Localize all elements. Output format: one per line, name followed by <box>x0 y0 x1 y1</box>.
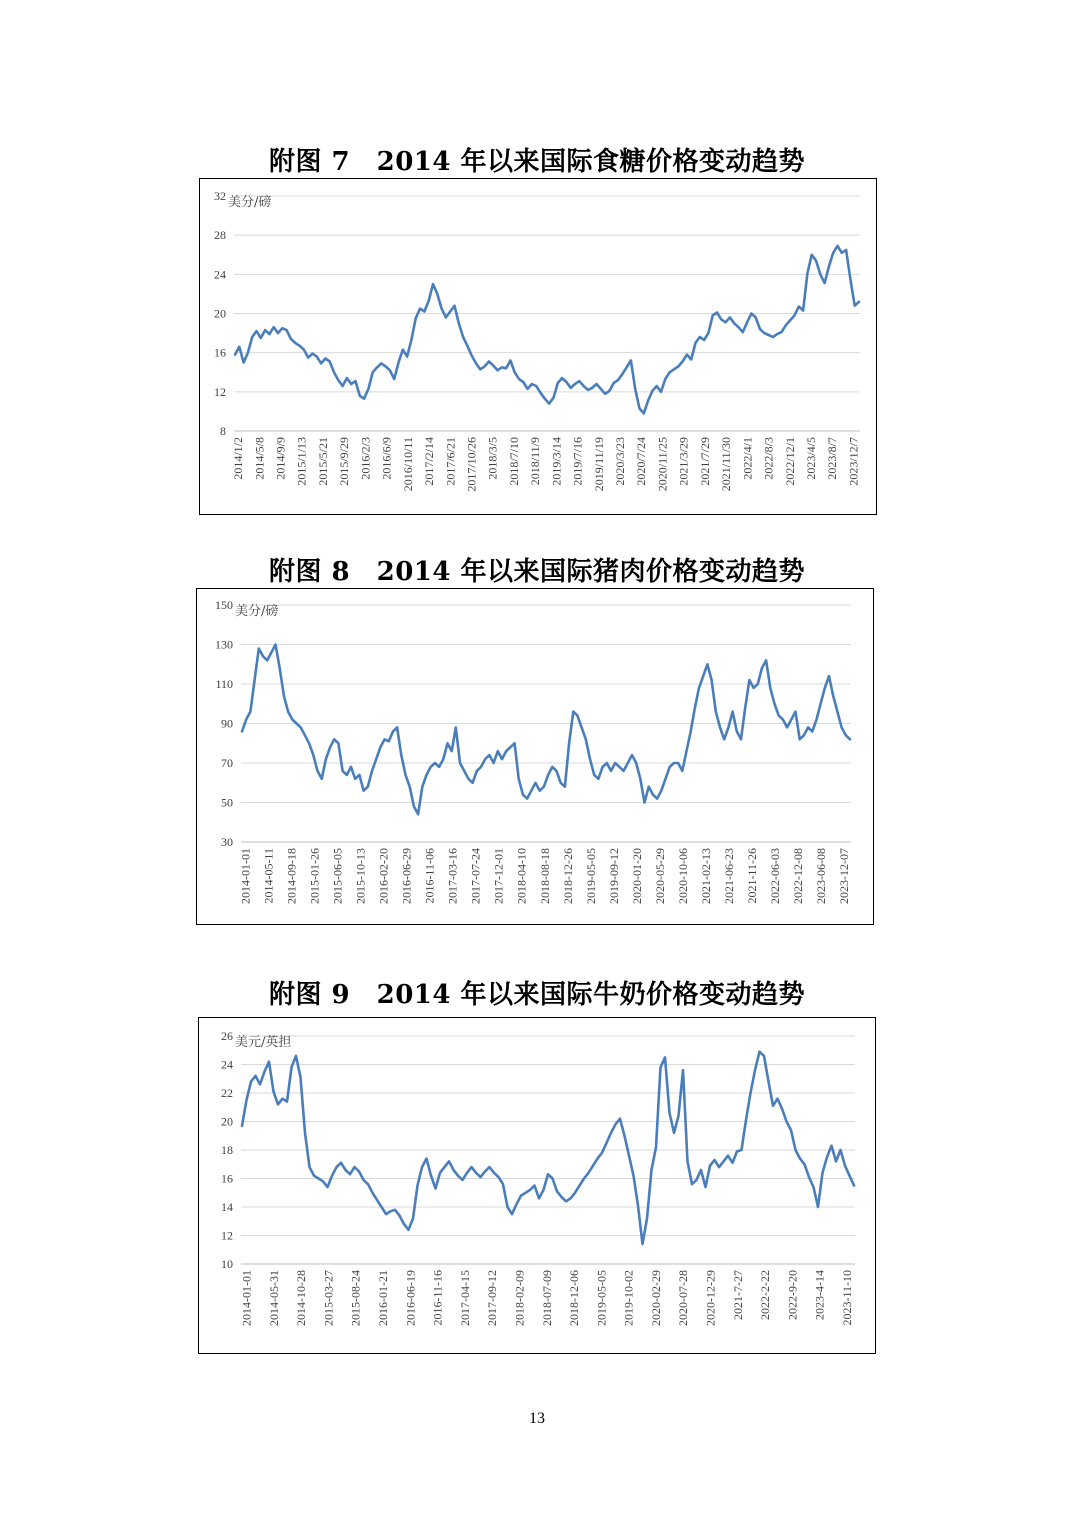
pork-chart-svg <box>197 589 875 926</box>
x-tick-label: 2017-03-16 <box>445 848 460 904</box>
x-tick-label: 2015/9/29 <box>337 437 352 486</box>
x-tick-label: 2022/4/1 <box>740 437 755 480</box>
x-tick-label: 2021-11-26 <box>744 848 759 904</box>
y-tick-label: 130 <box>215 637 233 652</box>
x-tick-label: 2020-07-28 <box>676 1270 691 1326</box>
y-tick-label: 70 <box>221 756 233 770</box>
figure-7-title: 附图 7 2014 年以来国际食糖价格变动趋势 <box>268 147 806 177</box>
series-line-牛奶 <box>242 1052 854 1244</box>
figure-9-title: 附图 9 2014 年以来国际牛奶价格变动趋势 <box>268 980 806 1010</box>
x-tick-label: 2018-02-09 <box>512 1270 527 1326</box>
y-tick-label: 10 <box>221 1257 233 1271</box>
x-tick-label: 2014/9/9 <box>273 437 288 480</box>
x-tick-label: 2018/11/9 <box>528 437 543 486</box>
y-tick-label: 20 <box>221 1114 233 1129</box>
x-tick-label: 2020/3/23 <box>613 437 628 486</box>
x-tick-label: 2017-12-01 <box>491 848 506 904</box>
x-tick-label: 2018/7/10 <box>506 437 521 486</box>
x-tick-label: 2017-09-12 <box>485 1270 500 1326</box>
y-tick-label: 16 <box>214 345 226 360</box>
y-tick-label: 26 <box>221 1029 233 1043</box>
x-tick-label: 2019/3/14 <box>549 437 564 486</box>
x-tick-label: 2015-06-05 <box>330 848 345 904</box>
x-tick-label: 2016-06-29 <box>399 848 414 904</box>
x-tick-label: 2015-08-24 <box>348 1270 363 1326</box>
y-tick-label: 28 <box>214 228 226 243</box>
x-tick-label: 2016-01-21 <box>376 1270 391 1326</box>
x-tick-label: 2015-01-26 <box>307 848 322 904</box>
milk-chart-svg <box>199 1018 877 1355</box>
x-tick-label: 2023/8/7 <box>825 437 840 480</box>
milk-chart <box>198 1017 876 1354</box>
x-tick-label: 2019-09-12 <box>606 848 621 904</box>
series-line-食糖 <box>235 246 859 414</box>
x-tick-label: 2022-9-20 <box>785 1270 800 1320</box>
sugar-chart <box>199 178 877 515</box>
x-tick-label: 2020/11/25 <box>655 437 670 492</box>
x-tick-label: 2017/10/26 <box>464 437 479 492</box>
x-tick-label: 2014-05-11 <box>261 848 276 904</box>
x-tick-label: 2021/7/29 <box>697 437 712 486</box>
x-tick-label: 2018-07-09 <box>539 1270 554 1326</box>
x-tick-label: 2018/3/5 <box>485 437 500 480</box>
x-tick-label: 2014/5/8 <box>252 437 267 480</box>
y-tick-label: 24 <box>214 267 226 282</box>
x-tick-label: 2021-06-23 <box>721 848 736 904</box>
figure-8-title: 附图 8 2014 年以来国际猪肉价格变动趋势 <box>268 557 806 587</box>
x-tick-label: 2023/12/7 <box>846 437 861 486</box>
x-tick-label: 2021/11/30 <box>719 437 734 492</box>
x-tick-label: 2015/5/21 <box>315 437 330 486</box>
x-tick-label: 2019-05-05 <box>583 848 598 904</box>
x-tick-label: 2019/7/16 <box>570 437 585 486</box>
x-tick-label: 2017-04-15 <box>457 1270 472 1326</box>
x-tick-label: 2023/4/5 <box>804 437 819 480</box>
y-axis-unit-label: 美元/英担 <box>235 1035 292 1050</box>
x-tick-label: 2022-12-08 <box>790 848 805 904</box>
y-tick-label: 50 <box>221 795 233 810</box>
x-tick-label: 2019/11/19 <box>591 437 606 492</box>
y-tick-label: 20 <box>214 306 226 321</box>
x-tick-label: 2014/1/2 <box>231 437 246 480</box>
x-tick-label: 2018-12-06 <box>567 1270 582 1326</box>
y-tick-label: 90 <box>221 716 233 731</box>
x-tick-label: 2015/1/13 <box>294 437 309 486</box>
x-tick-label: 2016-11-16 <box>430 1270 445 1326</box>
x-tick-label: 2022-2-22 <box>758 1270 773 1320</box>
y-tick-label: 110 <box>215 677 233 691</box>
y-tick-label: 12 <box>221 1228 233 1243</box>
y-tick-label: 18 <box>221 1143 233 1157</box>
x-tick-label: 2020-12-29 <box>703 1270 718 1326</box>
x-tick-label: 2018-04-10 <box>514 848 529 904</box>
x-tick-label: 2020-02-29 <box>648 1270 663 1326</box>
x-tick-label: 2023-06-08 <box>813 848 828 904</box>
x-tick-label: 2019-10-02 <box>621 1270 636 1326</box>
x-tick-label: 2021-02-13 <box>698 848 713 904</box>
x-tick-label: 2017-07-24 <box>468 848 483 904</box>
x-tick-label: 2015-10-13 <box>353 848 368 904</box>
x-tick-label: 2018-12-26 <box>560 848 575 904</box>
x-tick-label: 2014-09-18 <box>284 848 299 904</box>
x-tick-label: 2018-08-18 <box>537 848 552 904</box>
x-tick-label: 2017/6/21 <box>443 437 458 486</box>
x-tick-label: 2022-06-03 <box>767 848 782 904</box>
x-tick-label: 2016-06-19 <box>403 1270 418 1326</box>
x-tick-label: 2020-01-20 <box>629 848 644 904</box>
x-tick-label: 2022/12/1 <box>782 437 797 486</box>
x-tick-label: 2016/6/9 <box>379 437 394 480</box>
x-tick-label: 2016-11-06 <box>422 848 437 904</box>
sugar-chart-svg <box>200 179 878 516</box>
x-tick-label: 2016/2/3 <box>358 437 373 480</box>
y-tick-label: 16 <box>221 1171 233 1186</box>
x-tick-label: 2020/7/24 <box>634 437 649 486</box>
page-number: 13 <box>529 1410 545 1427</box>
y-tick-label: 24 <box>221 1057 233 1072</box>
series-line-猪肉 <box>242 645 850 815</box>
x-tick-label: 2022/8/3 <box>761 437 776 480</box>
x-tick-label: 2017/2/14 <box>422 437 437 486</box>
x-tick-label: 2014-10-28 <box>294 1270 309 1326</box>
x-tick-label: 2019-05-05 <box>594 1270 609 1326</box>
y-tick-label: 30 <box>221 835 233 849</box>
y-tick-label: 22 <box>221 1086 233 1100</box>
x-tick-label: 2021-7-27 <box>730 1270 745 1320</box>
x-tick-label: 2023-11-10 <box>839 1270 854 1326</box>
y-tick-label: 12 <box>214 384 226 399</box>
pork-chart <box>196 588 874 925</box>
y-tick-label: 8 <box>220 424 226 438</box>
x-tick-label: 2020-10-06 <box>675 848 690 904</box>
x-tick-label: 2016/10/11 <box>400 437 415 492</box>
y-tick-label: 150 <box>215 598 233 612</box>
x-tick-label: 2014-05-31 <box>266 1270 281 1326</box>
x-tick-label: 2016-02-20 <box>376 848 391 904</box>
x-tick-label: 2021/3/29 <box>676 437 691 486</box>
y-tick-label: 32 <box>214 189 226 203</box>
x-tick-label: 2014-01-01 <box>238 848 253 904</box>
y-tick-label: 14 <box>221 1200 233 1214</box>
y-axis-unit-label: 美分/磅 <box>235 604 279 619</box>
x-tick-label: 2023-12-07 <box>836 848 851 904</box>
x-tick-label: 2014-01-01 <box>239 1270 254 1326</box>
x-tick-label: 2015-03-27 <box>321 1270 336 1326</box>
y-axis-unit-label: 美分/磅 <box>228 195 272 210</box>
x-tick-label: 2020-05-29 <box>652 848 667 904</box>
x-tick-label: 2023-4-14 <box>812 1270 827 1320</box>
